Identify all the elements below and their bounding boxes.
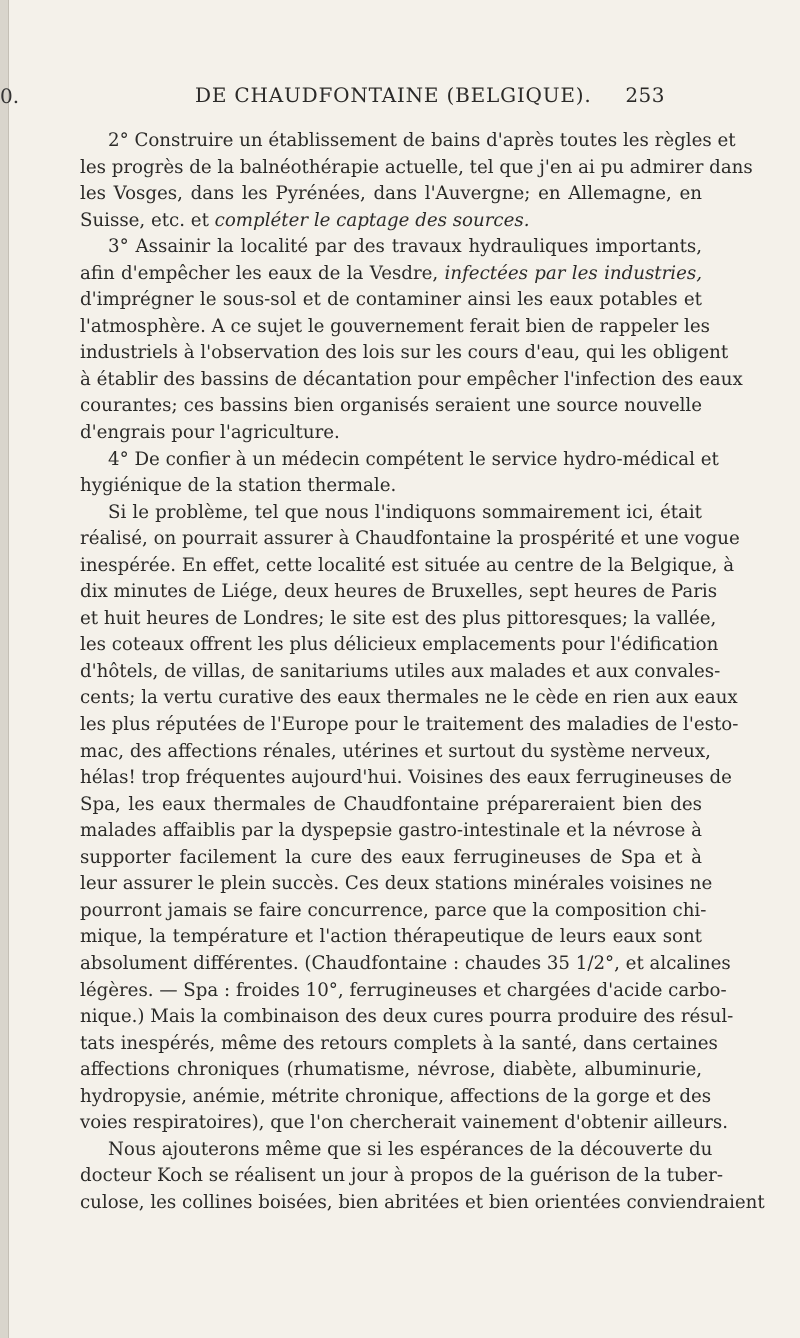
page-number: 253 xyxy=(625,83,665,107)
text-line xyxy=(80,420,702,447)
line-text: affections chroniques (rhumatisme, névrose, diabète, albuminurie, xyxy=(80,1059,702,1081)
text-line xyxy=(80,924,702,951)
text-line xyxy=(80,659,721,686)
text-line xyxy=(80,261,702,288)
line-text: mique, la température et l'action thérapeutique de leurs eaux sont xyxy=(80,926,702,948)
line-text: pourront jamais se faire concurrence, parce que la composition chi- xyxy=(80,899,707,921)
line-text: 2° Construire un établissement de bains d'après toutes les règles et xyxy=(108,130,736,151)
text-line xyxy=(80,898,707,925)
line-text: réalisé, on pourrait assurer à Chaudfontaine la prospérité et une vogue xyxy=(80,528,740,550)
line-text: hygiénique de la station thermale. xyxy=(80,475,397,497)
text-line xyxy=(80,340,729,367)
text-line xyxy=(80,234,702,261)
text-line xyxy=(80,818,702,845)
text-line xyxy=(80,128,736,155)
line-text: les coteaux offrent les plus délicieux emplacements pour l'édification xyxy=(80,634,719,656)
line-text: absolument différentes. (Chaudfontaine : chaudes 35 1/2°, et alcalines xyxy=(80,952,731,974)
line-text: d'engrais pour l'agriculture. xyxy=(80,422,340,444)
text-line xyxy=(80,473,702,500)
text-line xyxy=(80,1190,765,1217)
line-text: d'hôtels, de villas, de sanitariums utiles aux malades et aux convales- xyxy=(80,660,721,682)
text-line xyxy=(80,712,739,739)
text-line xyxy=(80,287,702,314)
line-text: culose, les collines boisées, bien abritées et bien orientées conviendraient xyxy=(80,1191,765,1213)
line-text: Spa, les eaux thermales de Chaudfontaine prépareraient bien des xyxy=(80,793,702,815)
line-text: industriels à l'observation des lois sur les cours d'eau, qui les obligent xyxy=(80,342,729,364)
text-line xyxy=(80,367,743,394)
line-text: Si le problème, tel que nous l'indiquons sommairement ici, était xyxy=(108,501,702,523)
line-text: légères. — Spa : froides 10°, ferrugineuses et chargées d'acide carbo- xyxy=(80,979,727,1001)
text-line xyxy=(80,447,719,474)
line-text: 4° De confier à un médecin compétent le service hydro-médical et xyxy=(108,448,719,470)
line-text: malades affaiblis par la dyspepsie gastro-intestinale et la névrose à xyxy=(80,820,702,842)
text-line xyxy=(80,1163,724,1190)
line-text: voies respiratoires), que l'on chercherait vainement d'obtenir ailleurs. xyxy=(80,1112,728,1134)
text-line xyxy=(80,155,753,182)
line-text: les plus réputées de l'Europe pour le traitement des maladies de l'esto- xyxy=(80,714,739,736)
line-text: à établir des bassins de décantation pour empêcher l'infection des eaux xyxy=(80,368,743,390)
text-line xyxy=(80,1057,702,1084)
body-text xyxy=(80,128,765,1216)
line-text: dix minutes de Liége, deux heures de Bruxelles, sept heures de Paris xyxy=(80,581,718,603)
text-line xyxy=(80,632,719,659)
line-text: et huit heures de Londres; le site est des plus pittoresques; la vallée, xyxy=(80,607,717,629)
text-line xyxy=(80,1031,718,1058)
line-text: hydropysie, anémie, métrite chronique, affections de la gorge et des xyxy=(80,1085,712,1107)
text-line xyxy=(80,845,702,872)
line-text: les Vosges, dans les Pyrénées, dans l'Auvergne; en Allemagne, en xyxy=(80,183,702,205)
text-line xyxy=(80,314,710,341)
line-text: courantes; ces bassins bien organisés seraient une source nouvelle xyxy=(80,395,702,417)
text-line xyxy=(80,606,717,633)
italic-text: compléter le captage des sources. xyxy=(214,209,530,231)
text-line xyxy=(80,1084,712,1111)
line-text: inespérée. En effet, cette localité est située au centre de la Belgique, à xyxy=(80,554,735,576)
line-text: l'atmosphère. A ce sujet le gouvernement ferait bien de rappeler les xyxy=(80,315,710,337)
line-text: Nous ajouterons même que si les espérances de la découverte du xyxy=(108,1138,713,1160)
text-line xyxy=(80,1004,734,1031)
line-text: supporter facilement la cure des eaux ferrugineuses de Spa et à xyxy=(80,846,702,868)
text-line xyxy=(80,579,718,606)
text-line xyxy=(80,393,702,420)
line-text: hélas! trop fréquentes aujourd'hui. Voisines des eaux ferrugineuses de xyxy=(80,767,732,789)
italic-text: infectées par les industries, xyxy=(444,262,702,284)
text-line xyxy=(80,978,727,1005)
text-line xyxy=(80,685,738,712)
text-line xyxy=(80,951,731,978)
line-text: 3° Assainir la localité par des travaux hydrauliques importants, xyxy=(108,236,702,258)
line-text: d'imprégner le sous-sol et de contaminer ainsi les eaux potables et xyxy=(80,289,702,311)
text-line xyxy=(80,739,711,766)
page-gutter xyxy=(0,0,9,1338)
line-text: docteur Koch se réalisent un jour à propos de la guérison de la tuber- xyxy=(80,1165,724,1187)
line-text: mac, des affections rénales, utérines et surtout du système nerveux, xyxy=(80,740,711,762)
text-line xyxy=(80,792,702,819)
text-line xyxy=(80,181,702,208)
line-text: Suisse, etc. et xyxy=(80,209,215,231)
text-line xyxy=(80,765,732,792)
running-header xyxy=(195,83,665,107)
running-title: DE CHAUDFONTAINE (BELGIQUE). xyxy=(195,83,592,107)
text-line xyxy=(80,871,713,898)
line-text: afin d'empêcher les eaux de la Vesdre, xyxy=(80,262,445,284)
line-text: les progrès de la balnéothérapie actuelle, tel que j'en ai pu admirer dans xyxy=(80,156,753,178)
line-text: tats inespérés, même des retours complets à la santé, dans certaines xyxy=(80,1032,718,1054)
line-text: cents; la vertu curative des eaux thermales ne le cède en rien aux eaux xyxy=(80,687,738,709)
previous-page-edge-text: 0. xyxy=(0,84,20,108)
text-line xyxy=(80,1110,728,1137)
text-line xyxy=(80,1137,713,1164)
text-line xyxy=(80,500,702,527)
line-text: leur assurer le plein succès. Ces deux stations minérales voisines ne xyxy=(80,873,713,895)
text-line xyxy=(80,526,740,553)
line-text: nique.) Mais la combinaison des deux cures pourra produire des résul- xyxy=(80,1006,734,1028)
text-line xyxy=(80,553,735,580)
text-line xyxy=(80,208,702,235)
